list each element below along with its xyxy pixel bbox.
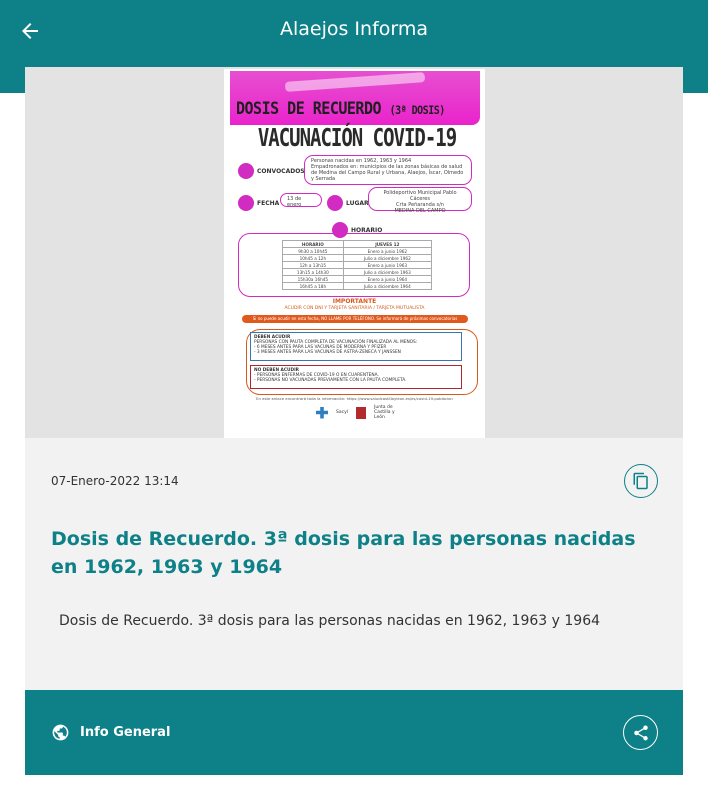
poster-title: DOSIS DE RECUERDO (3ª DOSIS): [236, 97, 445, 119]
people-icon: [238, 163, 254, 179]
copy-icon: [632, 472, 650, 490]
poster-lugar-value: Polideportivo Municipal Pablo Cáceres Crta Peñaranda s/n MEDINA DEL CAMPO: [368, 187, 472, 211]
vaccination-poster: [224, 69, 485, 438]
poster-footer-link: En este enlace encontrará toda la información: https://www.saludcastillayleon.es/es/covid-19-poblacion: [256, 396, 453, 401]
poster-convocados-text: Personas nacidas en 1962, 1963 y 1964 Empadronados en: municipios de las zonas básicas de salud de Medina del Campo Rural y Urbana, Alaejos, Íscar, Olmedo y Serrada: [304, 155, 472, 185]
poster-warning-bar: Si no puede acudir en esta fecha, NO LLAME POR TELÉFONO. Se informará de próximas convocatorias: [242, 315, 468, 323]
article-summary: Dosis de Recuerdo. 3ª dosis para las personas nacidas en 1962, 1963 y 1964: [59, 613, 601, 629]
share-icon: [632, 724, 650, 742]
article-title: Dosis de Recuerdo. 3ª dosis para las personas nacidas en 1962, 1963 y 1964: [51, 528, 636, 578]
category-label[interactable]: Info General: [80, 725, 171, 740]
poster-acudir: ACUDIR CON DNI Y TARJETA SANITARIA / TARJETA MUTUALISTA: [284, 306, 425, 311]
poster-deben-acudir: DEBEN ACUDIR PERSONAS CON PAUTA COMPLETA DE VACUNACIÓN FINALIZADA AL MENOS: - 6 MESES ANTES PARA LAS VACUNAS DE MODERNA Y PFIZER - 3 MESES ANTES PARA LAS VACUNAS DE ASTRA-ZENECA Y JANSSEN: [250, 332, 462, 361]
junta-logo-icon: [356, 407, 366, 419]
poster-fecha: FECHA: [238, 195, 279, 211]
poster-convocados: CONVOCADOS: [238, 163, 305, 179]
article-footer: [25, 690, 683, 775]
poster-fecha-value: 13 de enero: [280, 193, 322, 207]
clock-icon: [332, 222, 348, 238]
poster-schedule-table: HORARIO JUEVES 12 9h30 a 10h45 Enero a junio 1962 10h45 a 12h Julio a diciembre 1962 12h a 13h15 Enero a junio 1963 13h15 a 14h30 Julio a diciembre 1963 15h30a 16h45 Enero a junio 1964 16h45 a 18h Julio a diciembre 1964: [282, 240, 432, 290]
poster-lugar: LUGAR: [327, 195, 369, 211]
copy-button[interactable]: [624, 464, 658, 498]
article-image[interactable]: [25, 67, 683, 438]
poster-no-deben-acudir: NO DEBEN ACUDIR - PERSONAS ENFERMAS DE COVID-19 O EN CUARENTENA. - PERSONAS NO VACUNADAS PREVIAMENTE CON LA PAUTA COMPLETA.: [250, 365, 462, 389]
news-card: [25, 67, 683, 775]
app-title: Alaejos Informa: [279, 18, 429, 40]
poster-logos: Sacyl Junta de Castilla y León: [316, 405, 404, 420]
globe-icon: [51, 723, 70, 742]
calendar-icon: [238, 195, 254, 211]
article-date: 07-Enero-2022 13:14: [51, 474, 179, 488]
location-pin-icon: [327, 195, 343, 211]
share-button[interactable]: [623, 715, 658, 750]
poster-subtitle: VACUNACIÓN COVID-19: [257, 123, 457, 153]
poster-horario: HORARIO: [332, 222, 382, 238]
sacyl-logo-icon: [316, 407, 328, 419]
poster-importante: IMPORTANTE: [332, 298, 377, 305]
